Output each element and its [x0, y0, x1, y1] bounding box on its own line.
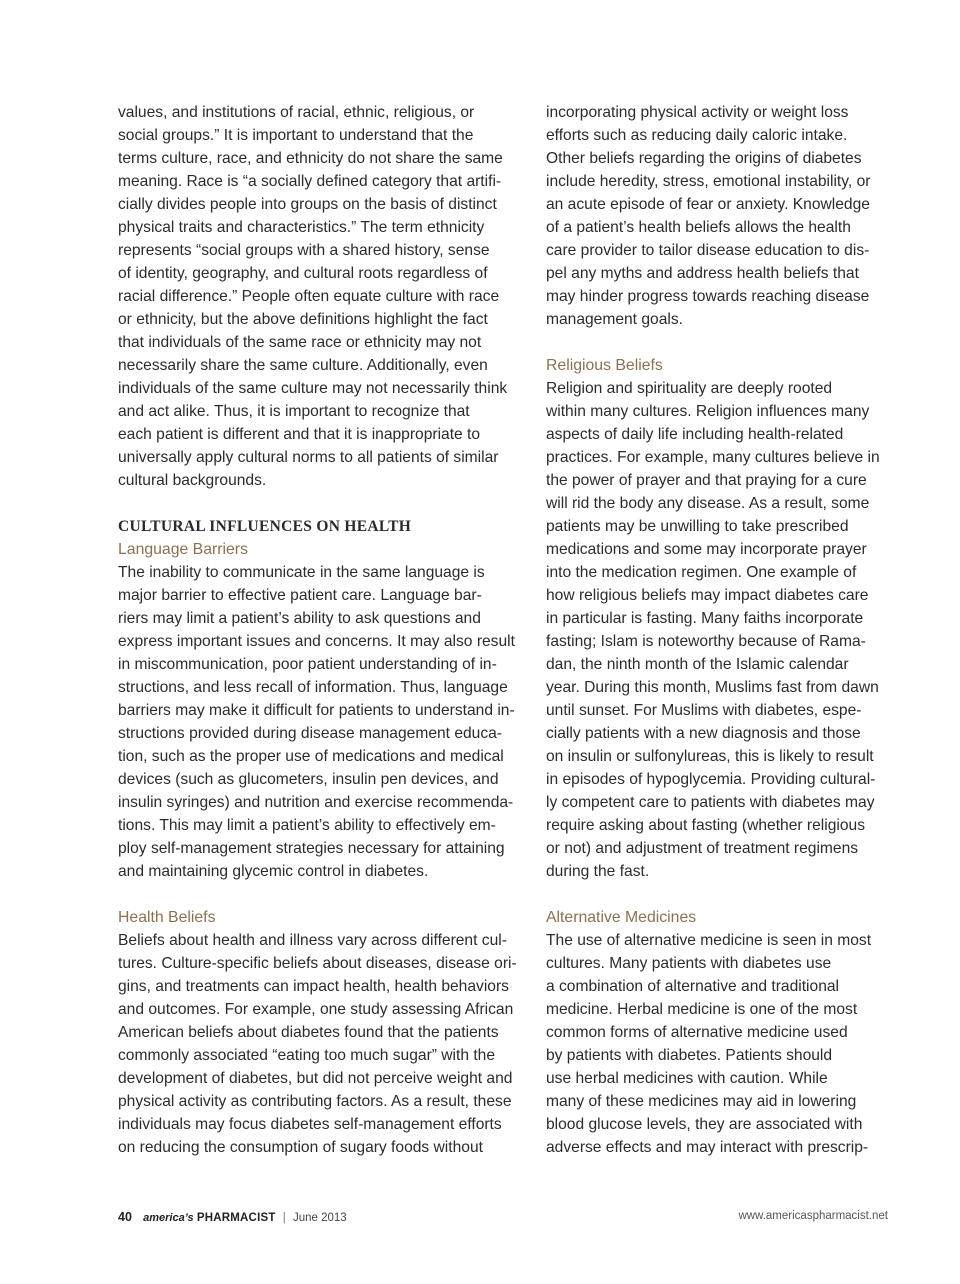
text-line: within many cultures. Religion influences many — [546, 403, 870, 420]
health-beliefs-paragraph — [118, 929, 528, 1159]
text-line: many of these medicines may aid in lowering — [546, 1093, 857, 1110]
text-line: a combination of alternative and traditional — [546, 978, 839, 995]
text-line: necessarily share the same culture. Additionally, even — [118, 357, 488, 374]
text-line: and outcomes. For example, one study assessing African — [118, 1001, 514, 1018]
text-line: gins, and treatments can impact health, health behaviors — [118, 978, 509, 995]
text-line: universally apply cultural norms to all patients of similar — [118, 449, 499, 466]
text-line: use herbal medicines with caution. While — [546, 1070, 828, 1087]
text-line: in episodes of hypoglycemia. Providing cultural- — [546, 771, 876, 788]
subheading-religious-beliefs: Religious Beliefs — [546, 357, 663, 374]
text-line: include heredity, stress, emotional instability, or — [546, 173, 871, 190]
text-line: of a patient’s health beliefs allows the health — [546, 219, 851, 236]
text-line: tion, such as the proper use of medications and medical — [118, 748, 504, 765]
text-line: insulin syringes) and nutrition and exercise recommenda- — [118, 794, 514, 811]
text-line: meaning. Race is “a socially defined category that artifi- — [118, 173, 502, 190]
text-line: physical traits and characteristics.” The term ethnicity — [118, 219, 485, 236]
website-url: www.americaspharmacist.net — [738, 1210, 888, 1222]
language-barriers-paragraph — [118, 561, 528, 883]
magazine-brand-name: PHARMACIST — [196, 1212, 276, 1224]
text-line: that individuals of the same race or ethnicity may not — [118, 334, 482, 351]
text-line: require asking about fasting (whether religious — [546, 817, 865, 834]
text-line: social groups.” It is important to understand that the — [118, 127, 474, 144]
text-line: devices (such as glucometers, insulin pen devices, and — [118, 771, 499, 788]
intro-paragraph-left — [118, 101, 528, 492]
text-line: American beliefs about diabetes found that the patients — [118, 1024, 499, 1041]
text-line: pel any myths and address health beliefs that — [546, 265, 859, 282]
text-line: Beliefs about health and illness vary across different cul- — [118, 932, 507, 949]
text-line: or ethnicity, but the above definitions highlight the fact — [118, 311, 488, 328]
text-line: individuals of the same culture may not necessarily think — [118, 380, 508, 397]
text-line: dan, the ninth month of the Islamic calendar — [546, 656, 849, 673]
religious-beliefs-paragraph — [546, 377, 889, 883]
text-line: major barrier to effective patient care. Language bar- — [118, 587, 482, 604]
intro-paragraph-right — [546, 101, 889, 331]
left-column — [118, 101, 528, 1159]
text-line: efforts such as reducing daily caloric intake. — [546, 127, 848, 144]
text-line: Other beliefs regarding the origins of diabetes — [546, 150, 862, 167]
text-line: on reducing the consumption of sugary foods without — [118, 1139, 483, 1156]
magazine-brand-prefix: america’s — [143, 1212, 194, 1224]
text-line: values, and institutions of racial, ethnic, religious, or — [118, 104, 475, 121]
text-line: year. During this month, Muslims fast from dawn — [546, 679, 879, 696]
text-line: terms culture, race, and ethnicity do not share the same — [118, 150, 503, 167]
text-line: into the medication regimen. One example of — [546, 564, 857, 581]
text-line: in particular is fasting. Many faiths incorporate — [546, 610, 864, 627]
text-line: cultures. Many patients with diabetes use — [546, 955, 832, 972]
text-line: ly competent care to patients with diabetes may — [546, 794, 875, 811]
text-line: by patients with diabetes. Patients should — [546, 1047, 833, 1064]
subheading-language-barriers: Language Barriers — [118, 541, 248, 558]
right-column — [546, 101, 889, 1159]
text-line: incorporating physical activity or weight loss — [546, 104, 849, 121]
text-line: during the fast. — [546, 863, 650, 880]
text-line: physical activity as contributing factors. As a result, these — [118, 1093, 512, 1110]
section-heading-cultural-influences: CULTURAL INFLUENCES ON HEALTH — [118, 518, 412, 535]
text-line: aspects of daily life including health-related — [546, 426, 844, 443]
footer-separator: | — [282, 1212, 286, 1224]
text-line: management goals. — [546, 311, 683, 328]
text-line: blood glucose levels, they are associated with — [546, 1116, 863, 1133]
text-line: how religious beliefs may impact diabetes care — [546, 587, 869, 604]
issue-date: June 2013 — [292, 1212, 347, 1224]
page-footer — [118, 1210, 888, 1228]
text-line: and maintaining glycemic control in diabetes. — [118, 863, 429, 880]
text-line: common forms of alternative medicine used — [546, 1024, 848, 1041]
text-line: an acute episode of fear or anxiety. Knowledge — [546, 196, 870, 213]
text-line: in miscommunication, poor patient understanding of in- — [118, 656, 497, 673]
text-line: barriers may make it difficult for patients to understand in- — [118, 702, 515, 719]
text-line: development of diabetes, but did not perceive weight and — [118, 1070, 513, 1087]
footer-left — [118, 1210, 347, 1224]
text-line: practices. For example, many cultures believe in — [546, 449, 880, 466]
text-line: care provider to tailor disease education to dis- — [546, 242, 870, 259]
text-line: and act alike. Thus, it is important to recognize that — [118, 403, 470, 420]
text-line: patients may be unwilling to take prescribed — [546, 518, 849, 535]
text-line: each patient is different and that it is inappropriate to — [118, 426, 481, 443]
text-line: tions. This may limit a patient’s ability to effectively em- — [118, 817, 496, 834]
text-line: medications and some may incorporate prayer — [546, 541, 867, 558]
text-line: ploy self-management strategies necessary for attaining — [118, 840, 505, 857]
text-line: commonly associated “eating too much sugar” with the — [118, 1047, 496, 1064]
page-number: 40 — [118, 1210, 132, 1224]
text-line: racial difference.” People often equate culture with race — [118, 288, 500, 305]
text-line: until sunset. For Muslims with diabetes, espe- — [546, 702, 862, 719]
text-line: The inability to communicate in the same language is — [118, 564, 485, 581]
subheading-alternative-medicines: Alternative Medicines — [546, 909, 697, 926]
text-line: will rid the body any disease. As a result, some — [546, 495, 870, 512]
text-line: structions, and less recall of information. Thus, language — [118, 679, 508, 696]
alternative-medicines-paragraph — [546, 929, 889, 1159]
text-line: Religion and spirituality are deeply rooted — [546, 380, 833, 397]
text-line: cultural backgrounds. — [118, 472, 267, 489]
text-line: cially divides people into groups on the basis of distinct — [118, 196, 497, 213]
subheading-health-beliefs: Health Beliefs — [118, 909, 216, 926]
text-line: adverse effects and may interact with prescrip- — [546, 1139, 869, 1156]
text-line: of identity, geography, and cultural roots regardless of — [118, 265, 488, 282]
text-line: represents “social groups with a shared history, sense — [118, 242, 490, 259]
text-line: The use of alternative medicine is seen in most — [546, 932, 872, 949]
text-line: the power of prayer and that praying for a cure — [546, 472, 867, 489]
text-line: fasting; Islam is noteworthy because of Rama- — [546, 633, 866, 650]
text-line: or not) and adjustment of treatment regimens — [546, 840, 859, 857]
text-line: cially patients with a new diagnosis and those — [546, 725, 861, 742]
text-line: riers may limit a patient’s ability to ask questions and — [118, 610, 481, 627]
text-line: tures. Culture-specific beliefs about diseases, disease ori- — [118, 955, 517, 972]
text-line: individuals may focus diabetes self-management efforts — [118, 1116, 502, 1133]
text-line: may hinder progress towards reaching disease — [546, 288, 870, 305]
text-line: express important issues and concerns. It may also result — [118, 633, 515, 650]
text-line: medicine. Herbal medicine is one of the most — [546, 1001, 858, 1018]
text-line: structions provided during disease management educa- — [118, 725, 503, 742]
text-line: on insulin or sulfonylureas, this is likely to result — [546, 748, 874, 765]
